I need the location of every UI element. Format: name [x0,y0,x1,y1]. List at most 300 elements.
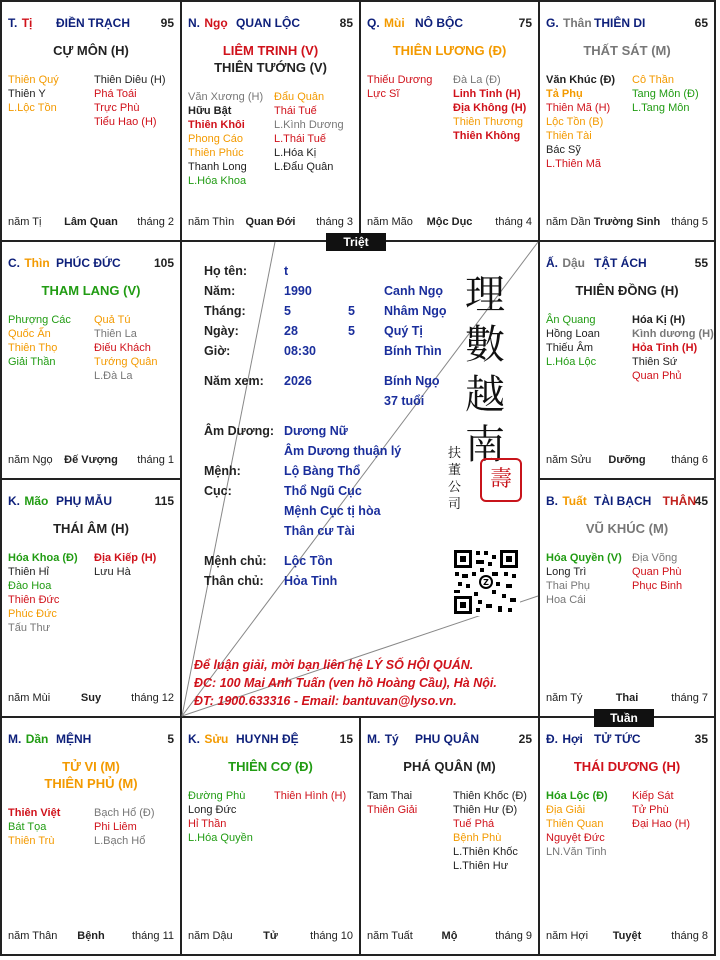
palace-number: 25 [518,732,532,746]
palace-year: năm Ngọ [8,454,53,466]
minor-star: Đẩu Quân [274,91,325,103]
logo-char: 南 [465,422,505,468]
minor-star: L.Hóa Quyền [188,832,253,844]
year-canchi: Canh Ngọ [384,284,444,298]
minor-star: Lực Sĩ [367,88,400,100]
palace-stage: Lâm Quan [64,216,118,228]
palace-number: 105 [153,256,174,270]
palace-month: tháng 8 [671,930,708,942]
amduong-note: Âm Dương thuận lý [284,444,402,458]
palace-year: năm Thìn [188,216,235,228]
main-stars [361,42,538,59]
minor-star: Thiên Hình (H) [274,790,347,802]
minor-star: Thiên Y [8,88,46,100]
palace-can: K. [8,494,20,508]
minor-star: Quan Phủ [632,370,682,382]
minor-star: Thiên Khốc (Đ) [453,790,527,802]
palace-month: tháng 4 [495,216,532,228]
minor-star: Thiên Quan [546,818,604,830]
palace-can: T. [8,16,18,30]
minor-stars-right [632,551,682,593]
minor-star: Tả Phụ [546,88,583,100]
main-stars [540,282,714,299]
palace-year: năm Mùi [8,692,51,704]
minor-star: L.Hóa Khoa [188,175,247,187]
main-star: LIÊM TRINH (V) [222,43,319,58]
minor-star: Thiên Quý [8,74,59,86]
minor-stars-right [274,90,344,174]
main-stars [2,282,180,299]
palace-number: 15 [339,732,353,746]
palace-footer [8,216,174,230]
palace-stage: Bệnh [77,930,105,942]
main-star: CỰ MÔN (H) [53,43,129,58]
minor-star: Địa Không (H) [453,102,527,114]
hour-label: Giờ: [204,344,231,358]
minor-star: Lưu Hà [94,566,131,578]
minor-star: Tuế Phá [453,818,495,830]
minor-stars-left [8,73,59,115]
menh-value: Lộ Bàng Thổ [284,464,361,478]
minor-star: Thiên Giải [367,804,418,816]
minor-stars-left [188,90,263,188]
palace-header [367,732,532,748]
svg-text:Z: Z [483,578,489,587]
palace-year: năm Tuất [367,930,413,942]
minor-stars-left [367,789,417,817]
palace-footer [546,216,708,230]
minor-star: Văn Xương (H) [188,91,264,103]
minor-star: Thiên Mã (H) [546,102,611,114]
main-stars [182,42,359,76]
palace-month: tháng 3 [316,216,353,228]
palace-can: Đ. [546,732,558,746]
minor-star: Phá Toái [94,88,137,100]
palace-chi: Dần [25,732,49,746]
palace-name: ĐIỀN TRẠCH [56,16,130,30]
palace-footer [8,454,174,468]
logo-calligraphy [445,270,525,470]
minor-star: Thiên Phúc [188,147,244,159]
minor-star: LN.Văn Tinh [546,846,607,858]
minor-stars-left [546,313,600,369]
palace-chi: Ngọ [204,16,228,30]
minor-star: Bệnh Phù [453,832,502,844]
palace-year: năm Dần [546,216,591,228]
palace-name: NÔ BỘC [415,16,463,30]
minor-stars-left [8,313,71,369]
palace-stage: Trường Sinh [593,216,661,228]
cuc-relation: Mệnh Cục tị hòa [284,504,381,518]
palace-footer [8,692,174,706]
palace-footer [188,930,353,944]
palace-name: QUAN LỘC [236,16,300,30]
minor-star: L.Thiên Mã [546,158,602,170]
palace-name: PHÚC ĐỨC [56,256,121,270]
contact-phone-email[interactable]: ĐT: 1900.633316 - Email: bantuvan@lyso.vn. [194,694,457,708]
age-value: 37 tuổi [384,394,425,408]
palace-year: năm Thân [8,930,58,942]
minor-star: Phi Liêm [94,821,137,833]
minor-star: Hồng Loan [546,328,600,340]
palace-year: năm Mão [367,216,413,228]
center-info [180,240,540,718]
palace-chi: Thìn [24,256,50,270]
main-stars [2,520,180,537]
palace-month: tháng 11 [131,930,174,942]
year-label: Năm: [204,284,236,298]
minor-star: Linh Tinh (H) [453,88,521,100]
main-stars [2,758,180,792]
minor-star: Giải Thần [8,356,56,368]
palace-name: HUYNH ĐỆ [236,732,299,746]
palace-month: tháng 6 [671,454,708,466]
minor-star: L.Thiên Hư [453,860,509,872]
palace-chi: Sửu [204,732,229,746]
red-seal-stamp: 壽 [480,458,522,502]
minor-star: L.Bạch Hổ [94,835,146,847]
minor-star: Thiên Hư (Đ) [453,804,518,816]
minor-star: Thiên Khôi [188,119,245,131]
menh-label: Mệnh: [204,464,241,478]
palace-year: năm Tý [546,692,583,704]
minor-star: Thiên Diêu (H) [94,74,166,86]
palace-header [546,256,708,272]
minor-star: Cô Thần [632,74,674,86]
main-star: THIÊN CƠ (Đ) [228,759,313,774]
minor-star: L.Tang Môn [632,102,690,114]
minor-star: Thiên Đức [8,594,60,606]
minor-star: Thiên La [94,328,137,340]
minor-star: Lộc Tồn (B) [546,116,604,128]
palace-number: 45 [694,494,708,508]
month-value-solar: 5 [284,304,291,318]
palace-year: năm Tị [8,216,42,228]
view-year-canchi: Bính Ngọ [384,374,440,388]
palace-number: 85 [339,16,353,30]
minor-star: Văn Khúc (Đ) [546,74,616,86]
view-year-label: Năm xem: [204,374,264,388]
palace-header [188,16,353,32]
minor-stars-right [94,73,166,129]
hour-value: 08:30 [284,344,316,358]
minor-stars-left [367,73,432,101]
palace-dan[interactable] [2,718,180,954]
minor-star: Đào Hoa [8,580,52,592]
logo-char: 理 [465,272,505,318]
palace-stage: Tử [263,930,278,942]
view-year-value: 2026 [284,374,312,388]
minor-star: L.Thiên Khốc [453,846,518,858]
minor-star: L.Hóa Kị [274,147,317,159]
palace-header [367,16,532,32]
main-star: THIÊN TƯỚNG (V) [214,60,327,75]
minor-star: Bạch Hổ (Đ) [94,807,155,819]
palace-stage: Mộ [441,930,458,942]
palace-number: 75 [518,16,532,30]
palace-can: Q. [367,16,380,30]
minor-stars-left [546,73,615,171]
minor-star: L.Đà La [94,370,133,382]
palace-month: tháng 12 [131,692,174,704]
palace-mui[interactable] [361,2,538,240]
day-value-solar: 28 [284,324,298,338]
palace-stage: Thai [615,692,639,704]
minor-star: Tấu Thư [8,622,51,634]
palace-name: TÀI BẠCH [594,494,652,508]
main-stars [540,520,714,537]
palace-number: 65 [694,16,708,30]
main-stars [2,42,180,59]
thanchu-value: Hỏa Tinh [284,574,338,588]
palace-suu[interactable] [182,718,359,954]
palace-footer [367,930,532,944]
palace-ty[interactable] [361,718,538,954]
than-marker: THÂN [662,494,696,508]
palace-month: tháng 7 [671,692,708,704]
minor-star: Hóa Kị (H) [632,314,686,326]
palace-name: PHỤ MẪU [56,494,112,508]
palace-name: PHU QUÂN [415,732,480,746]
palace-name: MỆNH [56,732,92,746]
minor-stars-left [546,789,608,859]
minor-star: Thiếu Dương [367,74,433,86]
palace-can: M. [8,732,22,746]
minor-stars-right [632,73,699,115]
palace-month: tháng 10 [310,930,353,942]
than-position: Thân cư Tài [284,524,355,538]
palace-header [188,732,353,748]
menhchu-value: Lộc Tồn [284,554,333,568]
minor-star: Thiên Thọ [8,342,58,354]
minor-star: Hữu Bật [188,105,232,117]
palace-footer [8,930,174,944]
palace-header [8,494,174,510]
palace-year: năm Dậu [188,930,233,942]
contact-address: ĐC: 100 Mai Anh Tuấn (ven hồ Hoàng Cầu), Hà Nội. [194,676,497,690]
minor-star: Quốc Ấn [8,328,51,340]
name-label: Họ tên: [204,264,248,278]
palace-chi: Hợi [562,732,583,746]
minor-star: Ân Quang [546,314,596,326]
minor-star: Đại Hao (H) [632,818,691,830]
minor-star: Đường Phù [188,790,246,802]
palace-stage: Dưỡng [608,454,646,466]
palace-footer [367,216,532,230]
palace-tuat[interactable] [540,480,714,716]
main-star: TỬ VI (M) [62,759,120,774]
minor-star: Tử Phù [632,804,669,816]
main-stars [182,758,359,775]
minor-star: Bác Sỹ [546,144,581,156]
palace-can: C. [8,256,20,270]
palace-thin[interactable] [2,242,180,478]
palace-month: tháng 1 [137,454,174,466]
minor-star: L.Thái Tuế [274,133,326,145]
main-star: THÁI DƯƠNG (H) [573,759,681,774]
palace-stage: Đế Vượng [64,454,118,466]
hour-canchi: Bính Thìn [384,344,442,358]
minor-star: Quan Phù [632,566,682,578]
contact-line-1: Để luận giải, mời bạn liên hệ LÝ SỐ HỘI QUÁN. [194,658,474,672]
palace-stage: Quan Đới [245,216,296,228]
palace-name: THIÊN DI [594,16,646,30]
minor-stars-left [188,789,253,845]
minor-star: Tam Thai [367,790,413,802]
palace-stage: Mộc Dục [426,216,473,228]
palace-header [8,256,174,272]
amduong-label: Âm Dương: [204,424,275,438]
palace-than[interactable] [540,2,714,240]
minor-stars-right [274,789,346,803]
palace-footer [188,216,353,230]
main-stars [540,758,714,775]
main-star: THAM LANG (V) [41,283,141,298]
day-canchi: Quý Tị [384,324,423,338]
minor-stars-left [8,551,78,635]
minor-star: Địa Giải [546,804,586,816]
minor-star: Thanh Long [188,161,247,173]
thanchu-label: Thân chủ: [204,574,264,588]
palace-header [546,16,708,32]
palace-chi: Tuất [562,494,587,508]
minor-star: Hỏa Tinh (H) [632,342,698,354]
palace-year: năm Sửu [546,454,592,466]
palace-header [546,732,708,748]
minor-star: Địa Kiếp (H) [94,552,157,564]
palace-can: N. [188,16,200,30]
palace-footer [546,454,708,468]
minor-star: Nguyệt Đức [546,832,605,844]
palace-dau[interactable] [540,242,714,478]
minor-star: L.Kình Dương [274,119,344,131]
palace-ti[interactable] [2,2,180,240]
minor-star: Phong Cáo [188,133,244,145]
minor-star: Kình dương (H) [632,328,714,340]
main-star: THÁI ÂM (H) [53,521,129,536]
minor-stars-right [453,789,527,873]
month-label: Tháng: [204,304,246,318]
month-canchi: Nhâm Ngọ [384,304,447,318]
main-stars [540,42,714,59]
palace-can: B. [546,494,558,508]
palace-header [8,16,174,32]
main-star: PHÁ QUÂN (M) [403,759,496,774]
palace-month: tháng 9 [495,930,532,942]
palace-footer [546,930,708,944]
minor-star: Thiên Việt [8,807,61,819]
minor-star: Trực Phù [94,102,140,114]
main-stars [361,758,538,775]
minor-stars-right [632,789,690,831]
palace-chi: Dậu [562,256,586,270]
minor-star: Hóa Khoa (Đ) [8,552,78,564]
minor-star: L.Đẩu Quân [274,161,334,173]
minor-stars-right [453,73,526,143]
minor-star: Thiên Trù [8,835,55,847]
minor-star: Địa Võng [632,552,678,564]
minor-star: L.Lộc Tồn [8,102,57,114]
minor-star: Hỉ Thần [188,818,227,830]
minor-star: Bát Tọa [8,821,47,833]
minor-star: Phục Binh [632,580,683,592]
palace-mao[interactable] [2,480,180,716]
minor-star: Tang Môn (Đ) [632,88,699,100]
palace-can: K. [188,732,200,746]
main-star: VŨ KHÚC (M) [585,521,669,536]
day-value-lunar: 5 [348,324,355,338]
cuc-label: Cục: [204,484,232,498]
minor-star: Long Đức [188,804,237,816]
minor-star: Kiếp Sát [632,790,674,802]
logo-char: 數 [465,322,505,368]
minor-stars-right [94,806,155,848]
main-star: THẤT SÁT (M) [583,43,671,58]
minor-star: Hóa Lộc (Đ) [546,790,608,802]
minor-star: Tiểu Hao (H) [94,116,157,128]
day-label: Ngày: [204,324,239,338]
minor-star: Long Trì [546,566,587,578]
palace-chi: Thân [563,16,592,30]
minor-star: Thiên Sứ [632,356,678,368]
qr-code[interactable] [452,548,520,616]
minor-stars-right [94,313,158,383]
palace-can: M. [367,732,381,746]
minor-star: Quả Tú [94,314,131,326]
menhchu-label: Mệnh chủ: [204,554,267,568]
minor-star: Thai Phụ [546,580,591,592]
palace-header [546,494,708,510]
minor-star: Thiếu Âm [546,342,594,354]
palace-chi: Mùi [384,16,405,30]
palace-can: Ấ. [546,256,558,270]
palace-month: tháng 2 [137,216,174,228]
palace-number: 5 [167,732,174,746]
palace-chi: Mão [24,494,49,508]
palace-name: TẬT ÁCH [594,256,647,270]
main-star: THIÊN LƯƠNG (Đ) [392,43,507,58]
minor-star: Phượng Các [8,314,71,326]
palace-ngo[interactable] [182,2,359,240]
amduong-value: Dương Nữ [284,424,348,438]
month-value-lunar: 5 [348,304,355,318]
minor-star: Đà La (Đ) [453,74,501,86]
minor-stars-left [546,551,622,607]
palace-number: 35 [694,732,708,746]
palace-header [8,732,174,748]
minor-star: Thiên Hỉ [8,566,49,578]
palace-chi: Tý [384,732,399,746]
palace-stage: Tuyệt [612,930,642,942]
logo-char: 越 [465,372,505,418]
palace-hoi[interactable] [540,718,714,954]
minor-star: Thiên Thương [453,116,524,128]
cuc-value: Thổ Ngũ Cục [284,484,362,498]
palace-stage: Suy [80,692,102,704]
palace-number: 55 [694,256,708,270]
main-star: THIÊN PHỦ (M) [44,776,138,791]
palace-number: 95 [160,16,174,30]
minor-stars-right [632,313,714,383]
minor-stars-left [8,806,60,848]
minor-star: Phúc Đức [8,608,57,620]
palace-name: TỬ TỨC [594,732,641,746]
minor-star: L.Hóa Lộc [546,356,597,368]
main-star: THIÊN ĐỒNG (H) [575,283,679,298]
minor-star: Thái Tuế [274,105,317,117]
year-value: 1990 [284,284,312,298]
palace-chi: Tị [21,16,33,30]
